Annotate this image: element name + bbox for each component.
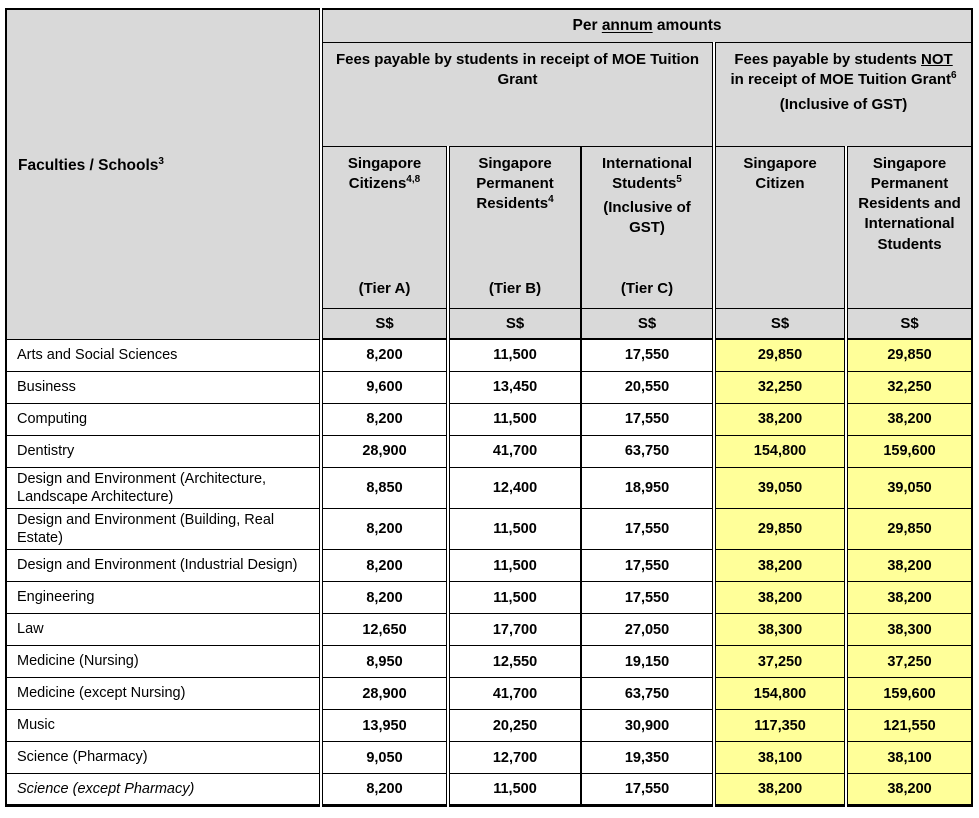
table-row <box>6 742 972 774</box>
fee-value-cell: 8,200 <box>321 403 448 435</box>
table-row <box>6 774 972 806</box>
fee-value-cell: 38,200 <box>714 774 846 806</box>
fee-value-cell: 154,800 <box>714 435 846 467</box>
faculty-cell: Medicine (except Nursing) <box>6 678 321 710</box>
faculties-schools-header <box>6 9 321 339</box>
grant-group-header <box>321 42 714 146</box>
fee-value-cell: 8,200 <box>321 550 448 582</box>
faculty-cell: Business <box>6 371 321 403</box>
fee-value-cell: 8,950 <box>321 646 448 678</box>
currency-label-tier-a: S$ <box>321 308 448 339</box>
faculty-cell: Design and Environment (Industrial Design) <box>6 550 321 582</box>
fee-value-cell: 37,250 <box>846 646 972 678</box>
footnote-ref-4: 4 <box>548 194 554 205</box>
fee-value-cell: 28,900 <box>321 678 448 710</box>
fee-value-cell: 38,100 <box>846 742 972 774</box>
faculties-schools-label: Faculties / Schools <box>18 157 159 174</box>
no-grant-group-label <box>726 50 961 91</box>
fee-value-cell: 17,550 <box>581 774 714 806</box>
no-grant-underlined: NOT <box>921 50 953 68</box>
table-row <box>6 678 972 710</box>
fee-value-cell: 11,500 <box>448 774 581 806</box>
fee-value-cell: 39,050 <box>714 467 846 508</box>
fee-value-cell: 37,250 <box>714 646 846 678</box>
tuition-fees-table <box>5 8 973 807</box>
table-row <box>6 403 972 435</box>
fee-value-cell: 63,750 <box>581 435 714 467</box>
column-header-pr-is-nogrant <box>846 146 972 308</box>
table-header <box>6 9 972 339</box>
per-annum-row <box>6 9 972 42</box>
table-row <box>6 435 972 467</box>
faculty-cell: Music <box>6 710 321 742</box>
fee-value-cell: 159,600 <box>846 678 972 710</box>
footnote-ref-5: 5 <box>676 173 682 185</box>
currency-label-tier-b: S$ <box>448 308 581 339</box>
tier-c-gst-note: (Inclusive of GST) <box>603 199 691 237</box>
currency-label-sc: S$ <box>714 308 846 339</box>
faculty-cell: Dentistry <box>6 435 321 467</box>
table-row <box>6 646 972 678</box>
fee-value-cell: 12,550 <box>448 646 581 678</box>
tier-b-tag: (Tier B) <box>488 280 542 298</box>
fee-value-cell: 41,700 <box>448 435 581 467</box>
fee-value-cell: 29,850 <box>846 339 972 371</box>
fee-value-cell: 18,950 <box>581 467 714 508</box>
fee-value-cell: 11,500 <box>448 403 581 435</box>
fee-value-cell: 121,550 <box>846 710 972 742</box>
fee-value-cell: 154,800 <box>714 678 846 710</box>
fee-value-cell: 38,200 <box>846 582 972 614</box>
fee-value-cell: 117,350 <box>714 710 846 742</box>
fee-value-cell: 17,550 <box>581 403 714 435</box>
currency-label-pr-is: S$ <box>846 308 972 339</box>
fee-value-cell: 30,900 <box>581 710 714 742</box>
table-row <box>6 371 972 403</box>
tier-b-label: Singapore Permanent Residents$^4$ <box>476 154 554 212</box>
table-row <box>6 339 972 371</box>
fee-value-cell: 8,200 <box>321 774 448 806</box>
fee-value-cell: 17,550 <box>581 550 714 582</box>
column-header-tier-c <box>581 146 714 308</box>
fee-value-cell: 38,300 <box>846 614 972 646</box>
no-grant-pre: Fees payable by students <box>734 50 922 68</box>
fee-value-cell: 63,750 <box>581 678 714 710</box>
fee-value-cell: 8,200 <box>321 339 448 371</box>
fee-value-cell: 8,200 <box>321 508 448 549</box>
faculty-cell: Law <box>6 614 321 646</box>
per-annum-pre: Per <box>572 16 602 34</box>
fee-value-cell: 38,200 <box>846 403 972 435</box>
fee-value-cell: 29,850 <box>846 508 972 549</box>
table-row <box>6 582 972 614</box>
fee-value-cell: 27,050 <box>581 614 714 646</box>
fee-value-cell: 17,550 <box>581 339 714 371</box>
fee-value-cell: 38,200 <box>714 582 846 614</box>
faculty-cell: Arts and Social Sciences <box>6 339 321 371</box>
faculty-cell: Design and Environment (Building, Real Estate) <box>6 508 321 549</box>
currency-label-tier-c: S$ <box>581 308 714 339</box>
fee-value-cell: 38,200 <box>714 403 846 435</box>
fee-value-cell: 38,200 <box>714 550 846 582</box>
fee-value-cell: 20,250 <box>448 710 581 742</box>
per-annum-post: amounts <box>652 16 722 34</box>
fee-value-cell: 17,550 <box>581 582 714 614</box>
table-row <box>6 550 972 582</box>
fee-value-cell: 38,300 <box>714 614 846 646</box>
fee-value-cell: 17,550 <box>581 508 714 549</box>
tier-c-tag: (Tier C) <box>620 280 674 298</box>
fee-value-cell: 11,500 <box>448 582 581 614</box>
fee-value-cell: 20,550 <box>581 371 714 403</box>
fee-value-cell: 8,850 <box>321 467 448 508</box>
table-row <box>6 508 972 549</box>
column-header-sc-nogrant <box>714 146 846 308</box>
fee-value-cell: 29,850 <box>714 339 846 371</box>
fee-value-cell: 9,050 <box>321 742 448 774</box>
no-grant-group-header <box>714 42 972 146</box>
per-annum-underlined: annum <box>601 16 653 34</box>
tier-a-tag: (Tier A) <box>358 280 411 298</box>
fee-value-cell: 11,500 <box>448 339 581 371</box>
fee-value-cell: 19,150 <box>581 646 714 678</box>
fee-value-cell: 38,200 <box>846 550 972 582</box>
table-body <box>6 339 972 806</box>
fee-value-cell: 13,450 <box>448 371 581 403</box>
faculty-cell: Design and Environment (Architecture, Landscape Architecture) <box>6 467 321 508</box>
pr-is-nogrant-label: Singapore Permanent Residents and International Students <box>858 154 961 253</box>
no-grant-gst-note: (Inclusive of GST) <box>779 96 908 113</box>
fee-value-cell: 38,100 <box>714 742 846 774</box>
faculty-cell: Engineering <box>6 582 321 614</box>
faculty-cell: Medicine (Nursing) <box>6 646 321 678</box>
fee-value-cell: 13,950 <box>321 710 448 742</box>
fee-value-cell: 17,700 <box>448 614 581 646</box>
fee-value-cell: 12,650 <box>321 614 448 646</box>
sc-nogrant-label: Singapore Citizen <box>743 154 817 192</box>
fee-value-cell: 32,250 <box>714 371 846 403</box>
faculty-cell: Computing <box>6 403 321 435</box>
footnote-ref-6: 6 <box>951 69 957 81</box>
fee-value-cell: 12,400 <box>448 467 581 508</box>
fee-value-cell: 8,200 <box>321 582 448 614</box>
fee-value-cell: 38,200 <box>846 774 972 806</box>
faculty-cell: Science (Pharmacy) <box>6 742 321 774</box>
table-row <box>6 467 972 508</box>
fee-value-cell: 29,850 <box>714 508 846 549</box>
fee-value-cell: 11,500 <box>448 508 581 549</box>
table-row <box>6 614 972 646</box>
column-header-tier-b <box>448 146 581 308</box>
fee-value-cell: 12,700 <box>448 742 581 774</box>
faculty-cell: Science (except Pharmacy) <box>6 774 321 806</box>
fee-value-cell: 28,900 <box>321 435 448 467</box>
tier-c-label-block: International Students$^5$ (Inclusive of GST) <box>586 154 708 239</box>
column-header-tier-a <box>321 146 448 308</box>
fee-value-cell: 19,350 <box>581 742 714 774</box>
fee-value-cell: 32,250 <box>846 371 972 403</box>
no-grant-mid: in receipt of MOE Tuition Grant <box>730 70 952 88</box>
footnote-ref-3: 3 <box>158 155 164 167</box>
tier-a-label: Singapore Citizens$^{4,8}$ <box>347 154 422 192</box>
fee-value-cell: 9,600 <box>321 371 448 403</box>
fee-value-cell: 39,050 <box>846 467 972 508</box>
per-annum-header <box>321 9 972 42</box>
fee-value-cell: 11,500 <box>448 550 581 582</box>
grant-group-label: Fees payable by students in receipt of MOE Tuition Grant <box>335 50 700 88</box>
footnote-ref-4-8: 4,8 <box>406 173 421 185</box>
table-row <box>6 710 972 742</box>
fee-value-cell: 41,700 <box>448 678 581 710</box>
fee-value-cell: 159,600 <box>846 435 972 467</box>
